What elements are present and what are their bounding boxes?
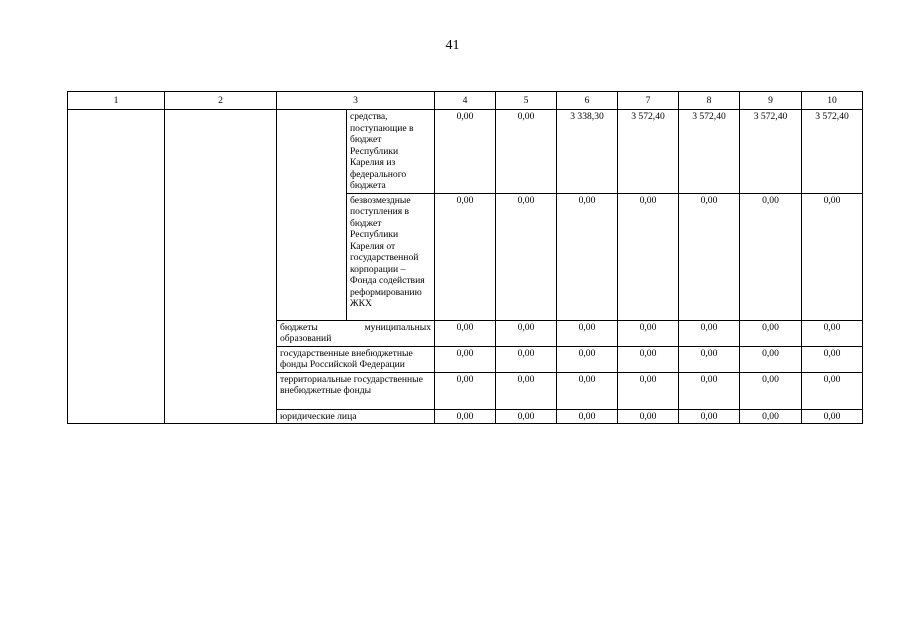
value-cell: 0,00 (618, 346, 679, 372)
header-cell: 3 (277, 92, 435, 110)
value-cell: 0,00 (740, 320, 802, 346)
value-cell: 0,00 (802, 409, 863, 424)
header-cell: 4 (435, 92, 496, 110)
header-cell: 1 (68, 92, 165, 110)
table-row (68, 110, 863, 194)
value-cell: 0,00 (802, 346, 863, 372)
value-cell: 0,00 (496, 110, 557, 194)
page-number: 41 (445, 38, 460, 53)
value-cell: 0,00 (740, 346, 802, 372)
header-row (68, 92, 863, 110)
value-cell: 3 572,40 (802, 110, 863, 194)
value-cell: 3 572,40 (618, 110, 679, 194)
value-cell: 0,00 (802, 372, 863, 409)
empty-cell (277, 110, 347, 321)
row-label: средства, поступающие в бюджет Республики Карелия из федерального бюджета (347, 110, 435, 194)
row-label: бюджеты муниципальных образований (277, 320, 435, 346)
value-cell: 0,00 (435, 409, 496, 424)
header-cell: 9 (740, 92, 802, 110)
value-cell: 0,00 (557, 320, 618, 346)
value-cell: 0,00 (618, 409, 679, 424)
header-cell: 7 (618, 92, 679, 110)
row-label: государственные внебюджетные фонды Российской Федерации (277, 346, 435, 372)
value-cell: 0,00 (435, 193, 496, 320)
value-cell: 3 338,30 (557, 110, 618, 194)
value-cell: 0,00 (740, 372, 802, 409)
value-cell: 0,00 (618, 372, 679, 409)
budget-table (67, 91, 863, 424)
value-cell: 0,00 (802, 193, 863, 320)
value-cell: 0,00 (557, 372, 618, 409)
empty-cell (165, 110, 277, 424)
value-cell: 0,00 (557, 193, 618, 320)
header-cell: 5 (496, 92, 557, 110)
value-cell: 0,00 (557, 409, 618, 424)
row-label: юридические лица (277, 409, 435, 424)
value-cell: 0,00 (496, 320, 557, 346)
header-cell: 10 (802, 92, 863, 110)
value-cell: 3 572,40 (679, 110, 740, 194)
value-cell: 3 572,40 (740, 110, 802, 194)
value-cell: 0,00 (679, 193, 740, 320)
value-cell: 0,00 (435, 110, 496, 194)
value-cell: 0,00 (557, 346, 618, 372)
header-cell: 8 (679, 92, 740, 110)
empty-cell (68, 110, 165, 424)
value-cell: 0,00 (679, 320, 740, 346)
header-cell: 2 (165, 92, 277, 110)
value-cell: 0,00 (679, 409, 740, 424)
header-cell: 6 (557, 92, 618, 110)
value-cell: 0,00 (496, 193, 557, 320)
row-label: территориальные государственные внебюджетные фонды (277, 372, 435, 409)
value-cell: 0,00 (496, 346, 557, 372)
value-cell: 0,00 (435, 372, 496, 409)
value-cell: 0,00 (679, 372, 740, 409)
value-cell: 0,00 (435, 346, 496, 372)
value-cell: 0,00 (740, 409, 802, 424)
value-cell: 0,00 (618, 193, 679, 320)
value-cell: 0,00 (740, 193, 802, 320)
value-cell: 0,00 (618, 320, 679, 346)
value-cell: 0,00 (679, 346, 740, 372)
value-cell: 0,00 (802, 320, 863, 346)
row-label: безвозмездные поступления в бюджет Республики Карелия от государственной корпорации – Фонда содействия реформированию ЖКХ (347, 193, 435, 320)
value-cell: 0,00 (435, 320, 496, 346)
value-cell: 0,00 (496, 372, 557, 409)
value-cell: 0,00 (496, 409, 557, 424)
